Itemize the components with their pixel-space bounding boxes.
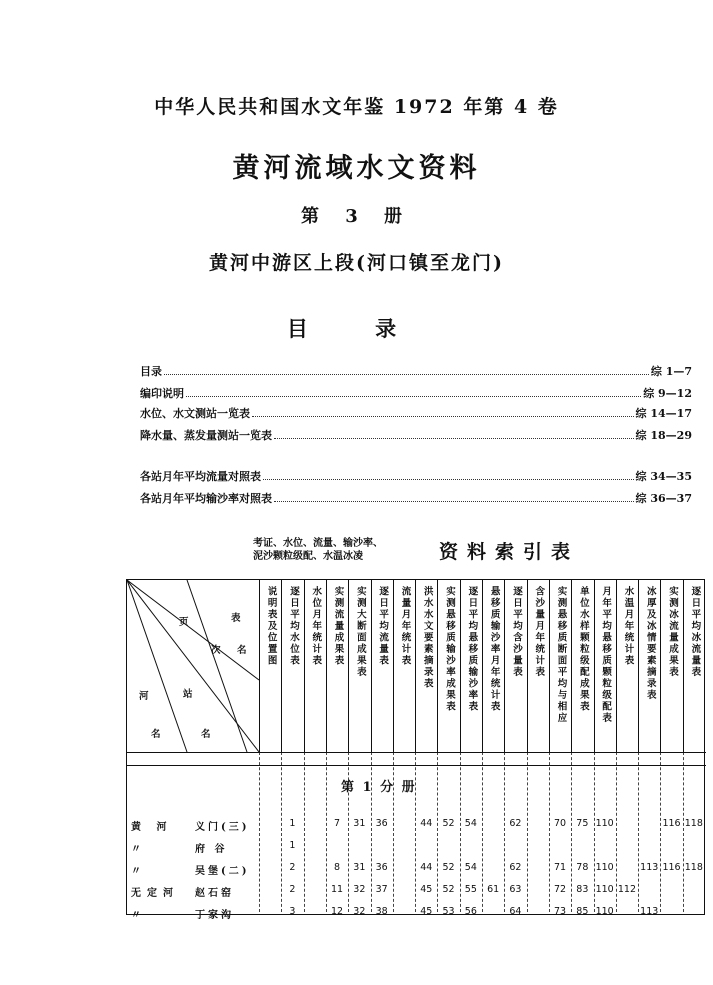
- corner-label-station-name: 名: [201, 729, 211, 740]
- toc-entry[interactable]: [140, 363, 692, 379]
- station-name: 赵石窑: [195, 888, 234, 899]
- section-heading-text: 第 1 分 册: [341, 780, 417, 795]
- document-title: 黄河流域水文资料: [232, 153, 481, 184]
- page-ref-cell: 110: [595, 862, 614, 873]
- toc-entry-label: 编印说明: [140, 387, 184, 400]
- page-ref-cell: 85: [576, 906, 589, 917]
- page-ref-cell: 1: [289, 818, 296, 829]
- toc-entry[interactable]: [140, 385, 692, 401]
- page-ref-cell: 32: [353, 884, 366, 895]
- station-name: 吴堡(二): [195, 866, 250, 877]
- column-header: 单位水样颗粒级配成果表: [571, 580, 593, 752]
- page-ref-cell: 62: [509, 862, 522, 873]
- column-header: 逐日平均含沙量表: [504, 580, 526, 752]
- table-row[interactable]: [127, 813, 706, 835]
- page-ref-cell: 118: [684, 862, 703, 873]
- column-header: 逐日平均流量表: [371, 580, 393, 752]
- toc-entry-label: 降水量、蒸发量测站一览表: [140, 429, 272, 442]
- column-header: 实测冰流量成果表: [660, 580, 682, 752]
- corner-label-river: 河: [139, 691, 149, 702]
- column-header: 逐日平均冰流量表: [683, 580, 705, 752]
- corner-label-count: 次: [211, 645, 221, 656]
- page-ref-cell: 52: [442, 884, 455, 895]
- page-ref-cell: 11: [330, 884, 344, 895]
- column-header: 实测悬移质断面平均与相应: [549, 580, 571, 752]
- column-header: 实测悬移质输沙率成果表: [437, 580, 459, 752]
- table-row[interactable]: [127, 835, 706, 857]
- river-name: 〃: [131, 866, 147, 877]
- page-ref-cell: 70: [553, 818, 567, 829]
- page-ref-cell: 72: [553, 884, 567, 895]
- page-ref-cell: 110: [595, 906, 614, 917]
- toc-heading: 目 录: [286, 316, 427, 341]
- river-name: 〃: [131, 910, 147, 921]
- page-ref-cell: 54: [464, 818, 477, 829]
- toc-entry-label: 各站月年平均流量对照表: [140, 470, 261, 483]
- corner-label-station: 站: [183, 689, 193, 700]
- column-header: 含沙量月年统计表: [527, 580, 549, 752]
- table-row[interactable]: [127, 879, 706, 901]
- page-ref-cell: 44: [420, 818, 433, 829]
- volume-number: 第 3 册: [300, 206, 413, 227]
- page-ref-cell: 36: [375, 818, 388, 829]
- page-ref-cell: 112: [617, 884, 637, 895]
- page-ref-cell: 36: [375, 862, 388, 873]
- page-ref-cell: 118: [684, 818, 703, 829]
- toc-entry-label: 各站月年平均输沙率对照表: [140, 492, 272, 505]
- page-ref-cell: 56: [464, 906, 477, 917]
- yearbook-series-title: 中华人民共和国水文年鉴 1972 年第 4 卷: [154, 96, 559, 118]
- toc-entry[interactable]: [140, 490, 692, 506]
- page-ref-cell: 63: [509, 884, 522, 895]
- index-table-title: 资料索引表: [439, 541, 580, 563]
- page-ref-cell: 110: [595, 818, 614, 829]
- page-ref-cell: 71: [553, 862, 567, 873]
- toc-entry-label: 目录: [140, 365, 162, 378]
- column-header: 洪水水文要素摘录表: [415, 580, 437, 752]
- page-ref-cell: 62: [509, 818, 522, 829]
- column-header: 实测流量成果表: [326, 580, 348, 752]
- table-row[interactable]: [127, 857, 706, 879]
- page-ref-cell: 113: [640, 862, 659, 873]
- toc-entry[interactable]: [140, 427, 692, 443]
- data-index-table: [126, 579, 705, 921]
- page-ref-cell: 53: [442, 906, 455, 917]
- page-ref-cell: 52: [442, 862, 455, 873]
- header-divider: [127, 752, 706, 753]
- toc-entry[interactable]: [140, 405, 692, 421]
- toc-entry-pages: 综 36—37: [635, 492, 692, 505]
- column-header: 月年平均悬移质颗粒级配表: [594, 580, 616, 752]
- column-header: 悬移质输沙率月年统计表: [482, 580, 504, 752]
- corner-diagonals: [127, 580, 259, 752]
- page-ref-cell: 83: [576, 884, 589, 895]
- page-ref-cell: 31: [353, 862, 366, 873]
- column-header: 冰厚及冰情要素摘录表: [638, 580, 660, 752]
- column-header: 逐日平均悬移质输沙率表: [460, 580, 482, 752]
- page-ref-cell: 64: [509, 906, 522, 917]
- column-header: 水位月年统计表: [304, 580, 326, 752]
- river-name: 无定河: [131, 888, 179, 899]
- page-ref-cell: 2: [289, 862, 296, 873]
- page-ref-cell: 8: [334, 862, 341, 873]
- toc-entry-label: 水位、水文测站一览表: [140, 407, 250, 420]
- page-ref-cell: 38: [375, 906, 388, 917]
- column-header: 说明表及位置图: [259, 580, 281, 752]
- page-ref-cell: 45: [420, 906, 433, 917]
- corner-label-river-name: 名: [151, 729, 161, 740]
- table-row[interactable]: [127, 901, 706, 923]
- index-scope-line-2: 泥沙颗粒级配、水温冰凌: [253, 551, 363, 562]
- column-header: 实测大断面成果表: [348, 580, 370, 752]
- section-heading: [341, 776, 451, 795]
- page-ref-cell: 55: [464, 884, 477, 895]
- column-header: 流量月年统计表: [393, 580, 415, 752]
- page-ref-cell: 73: [553, 906, 567, 917]
- corner-label-table: 表: [231, 613, 241, 624]
- index-scope-note: [253, 537, 383, 563]
- toc-entry-pages: 综 9—12: [643, 387, 692, 400]
- toc-entry[interactable]: [140, 468, 692, 484]
- index-scope-line-1: 考证、水位、流量、输沙率、: [253, 538, 383, 549]
- column-header: 水温月年统计表: [616, 580, 638, 752]
- corner-label-page: 页: [179, 617, 189, 628]
- page-ref-cell: 44: [420, 862, 433, 873]
- page-ref-cell: 1: [289, 840, 296, 851]
- page-ref-cell: 12: [330, 906, 344, 917]
- page-ref-cell: 116: [662, 862, 681, 873]
- station-name: 府 谷: [195, 844, 228, 855]
- toc-entry-pages: 综 14—17: [635, 407, 692, 420]
- page-ref-cell: 54: [464, 862, 477, 873]
- toc-entry-pages: 综 18—29: [635, 429, 692, 442]
- page-ref-cell: 75: [576, 818, 589, 829]
- header-divider-bold: [127, 765, 706, 766]
- page-ref-cell: 78: [576, 862, 589, 873]
- river-name: 〃: [131, 844, 147, 855]
- page-ref-cell: 110: [595, 884, 614, 895]
- page-ref-cell: 61: [487, 884, 500, 895]
- page-ref-cell: 32: [353, 906, 366, 917]
- document-subtitle: 黄河中游区上段(河口镇至龙门): [209, 252, 504, 274]
- page-ref-cell: 7: [334, 818, 341, 829]
- toc-entry-pages: 综 34—35: [635, 470, 692, 483]
- corner-label-name: 名: [237, 645, 247, 656]
- column-header: 逐日平均水位表: [281, 580, 303, 752]
- page-ref-cell: 2: [289, 884, 296, 895]
- page-ref-cell: 116: [662, 818, 681, 829]
- page-ref-cell: 113: [640, 906, 659, 917]
- page-ref-cell: 3: [289, 906, 296, 917]
- toc-entry-pages: 综 1—7: [650, 365, 692, 378]
- page-ref-cell: 45: [420, 884, 433, 895]
- page-ref-cell: 31: [353, 818, 366, 829]
- page-ref-cell: 52: [442, 818, 455, 829]
- station-name: 丁家沟: [195, 910, 234, 921]
- station-name: 义门(三): [195, 822, 250, 833]
- page-ref-cell: 37: [375, 884, 388, 895]
- river-name: 黄 河: [131, 822, 173, 833]
